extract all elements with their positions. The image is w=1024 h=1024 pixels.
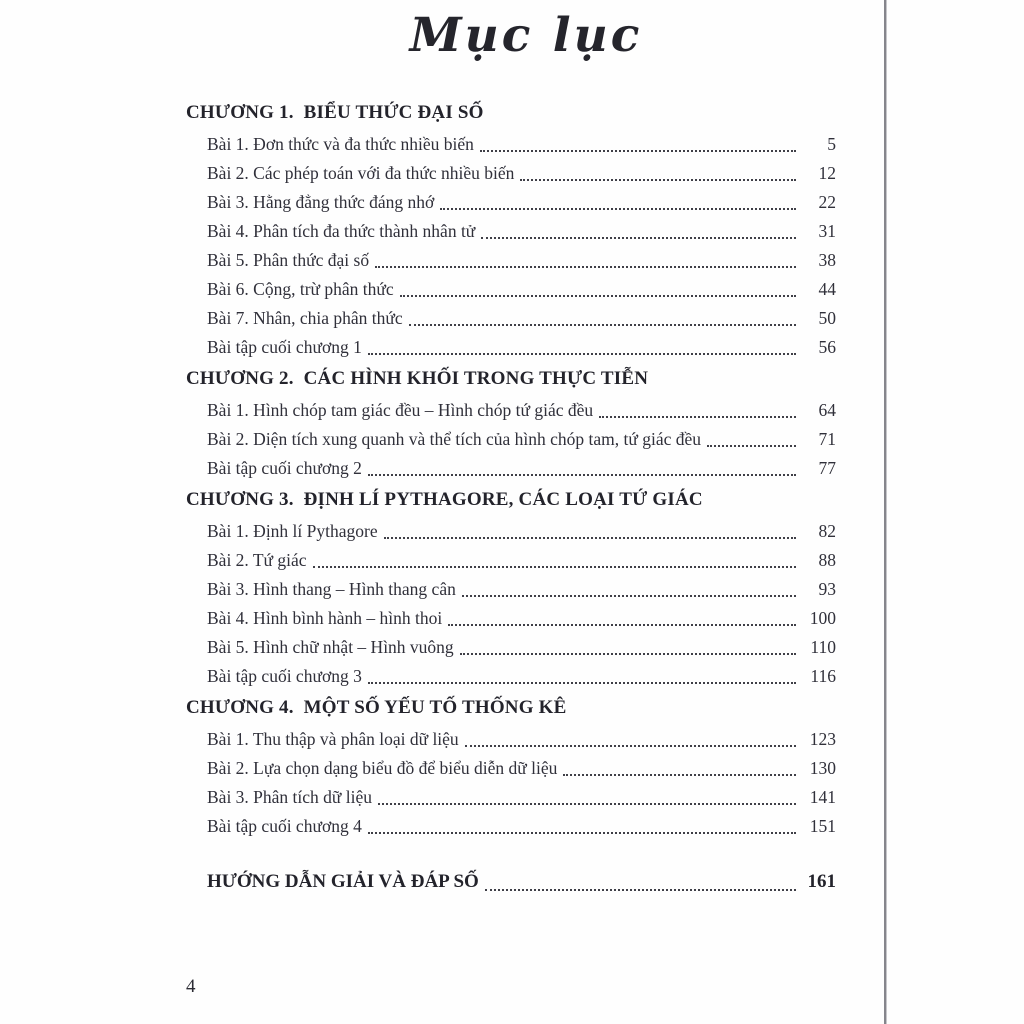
- toc-entry-label: Bài tập cuối chương 4: [207, 816, 362, 836]
- dotted-leader: [366, 662, 798, 691]
- dotted-leader: [597, 396, 798, 425]
- dotted-leader: [398, 275, 798, 304]
- toc-entry-page-number: 130: [809, 758, 836, 778]
- toc-entry-label: Bài tập cuối chương 3: [207, 666, 362, 686]
- page-title: Mục lục: [409, 8, 643, 63]
- toc-entry-page-number: 93: [818, 579, 836, 599]
- chapter-heading: CHƯƠNG 4. MỘT SỐ YẾU TỐ THỐNG KÊ: [186, 697, 567, 718]
- toc-entry-label: Bài tập cuối chương 1: [207, 337, 362, 357]
- toc-entry: [186, 425, 836, 454]
- toc-entry: [186, 783, 836, 812]
- folio-page-number: 4: [186, 976, 196, 997]
- dotted-leader: [561, 754, 798, 783]
- toc-entry: [186, 454, 836, 483]
- toc-entry: [186, 754, 836, 783]
- toc-entry-label: Bài 2. Diện tích xung quanh và thể tích của hình chóp tam, tứ giác đều: [207, 429, 702, 449]
- toc-entry: [186, 246, 836, 275]
- toc-entry: [186, 217, 836, 246]
- toc-entry-page-number: 12: [818, 163, 836, 183]
- toc-entry: [186, 396, 836, 425]
- dotted-leader: [518, 159, 798, 188]
- dotted-leader: [705, 425, 798, 454]
- toc-entry: [186, 725, 836, 754]
- toc-entry-page-number: 64: [818, 400, 836, 420]
- toc-entry-label: Bài 1. Đơn thức và đa thức nhiều biến: [207, 134, 474, 154]
- toc-entry-page-number: 22: [818, 192, 836, 212]
- toc-entry-label: Bài 3. Phân tích dữ liệu: [207, 787, 373, 807]
- answer-guide-entry: [186, 866, 836, 898]
- dotted-leader: [366, 333, 798, 362]
- toc-entry-label: Bài 1. Thu thập và phân loại dữ liệu: [207, 729, 459, 749]
- toc-entry: [186, 188, 836, 217]
- chapter-heading: CHƯƠNG 2. CÁC HÌNH KHỐI TRONG THỰC TIỄN: [186, 368, 649, 389]
- toc-entry: [186, 304, 836, 333]
- toc-entry-label: Bài 7. Nhân, chia phân thức: [207, 308, 403, 328]
- toc-entry: [186, 604, 836, 633]
- dotted-leader: [366, 812, 798, 841]
- toc-entry-page-number: 141: [809, 787, 836, 807]
- toc-entry-page-number: 110: [810, 637, 836, 657]
- dotted-leader: [460, 575, 798, 604]
- toc-entry-label: Bài 5. Hình chữ nhật – Hình vuông: [207, 637, 454, 657]
- toc-entry: [186, 517, 836, 546]
- dotted-leader: [311, 546, 798, 575]
- spacer: [186, 841, 836, 866]
- toc-entry: [186, 546, 836, 575]
- toc-entry-label: Bài 2. Tứ giác: [207, 550, 307, 570]
- toc-entry: [186, 333, 836, 362]
- toc-entry-page-number: 38: [818, 250, 836, 270]
- toc-entry-label: Bài 3. Hình thang – Hình thang cân: [207, 579, 456, 599]
- dotted-leader: [463, 725, 798, 754]
- toc-entry-page-number: 82: [818, 521, 836, 541]
- dotted-leader: [446, 604, 798, 633]
- dotted-leader: [483, 866, 798, 898]
- answer-guide-page-number: 161: [807, 871, 836, 892]
- toc-entry-page-number: 71: [818, 429, 836, 449]
- toc-entry-label: Bài 2. Các phép toán với đa thức nhiều biến: [207, 163, 515, 183]
- toc-entry: [186, 130, 836, 159]
- toc-entry-page-number: 151: [809, 816, 836, 836]
- toc-entry-label: Bài 4. Phân tích đa thức thành nhân tử: [207, 221, 476, 241]
- dotted-leader: [407, 304, 798, 333]
- dotted-leader: [458, 633, 798, 662]
- page-edge-line: [884, 0, 886, 1024]
- toc-entry-label: Bài 1. Định lí Pythagore: [207, 521, 378, 541]
- toc-entry-page-number: 50: [818, 308, 836, 328]
- dotted-leader: [438, 188, 798, 217]
- toc-entry-page-number: 100: [809, 608, 836, 628]
- toc-entry: [186, 159, 836, 188]
- toc-entry-label: Bài 1. Hình chóp tam giác đều – Hình chóp tứ giác đều: [207, 400, 594, 420]
- chapter-heading: CHƯƠNG 3. ĐỊNH LÍ PYTHAGORE, CÁC LOẠI TỨ GIÁC: [186, 489, 703, 510]
- dotted-leader: [382, 517, 798, 546]
- dotted-leader: [478, 130, 798, 159]
- toc-entry: [186, 812, 836, 841]
- table-of-contents: [186, 96, 836, 898]
- dotted-leader: [366, 454, 798, 483]
- toc-entry-page-number: 116: [810, 666, 836, 686]
- toc-entry-page-number: 31: [818, 221, 836, 241]
- toc-entry-page-number: 88: [818, 550, 836, 570]
- toc-entry-label: Bài 6. Cộng, trừ phân thức: [207, 279, 394, 299]
- toc-entry-page-number: 5: [827, 134, 836, 154]
- toc-entry-page-number: 44: [818, 279, 836, 299]
- toc-entry-page-number: 123: [809, 729, 836, 749]
- dotted-leader: [373, 246, 798, 275]
- toc-entry: [186, 275, 836, 304]
- chapter-heading: CHƯƠNG 1. BIỂU THỨC ĐẠI SỐ: [186, 102, 484, 123]
- toc-entry-page-number: 77: [818, 458, 836, 478]
- answer-guide-label: HƯỚNG DẪN GIẢI VÀ ĐÁP SỐ: [207, 871, 479, 892]
- toc-entry-label: Bài 4. Hình bình hành – hình thoi: [207, 608, 443, 628]
- dotted-leader: [479, 217, 798, 246]
- toc-entry-label: Bài tập cuối chương 2: [207, 458, 362, 478]
- toc-entry-label: Bài 3. Hằng đẳng thức đáng nhớ: [207, 192, 435, 212]
- toc-entry: [186, 575, 836, 604]
- toc-entry-label: Bài 2. Lựa chọn dạng biểu đồ để biểu diễn dữ liệu: [207, 758, 558, 778]
- toc-entry: [186, 633, 836, 662]
- dotted-leader: [376, 783, 798, 812]
- toc-entry-page-number: 56: [818, 337, 836, 357]
- toc-entry: [186, 662, 836, 691]
- toc-entry-label: Bài 5. Phân thức đại số: [207, 250, 370, 270]
